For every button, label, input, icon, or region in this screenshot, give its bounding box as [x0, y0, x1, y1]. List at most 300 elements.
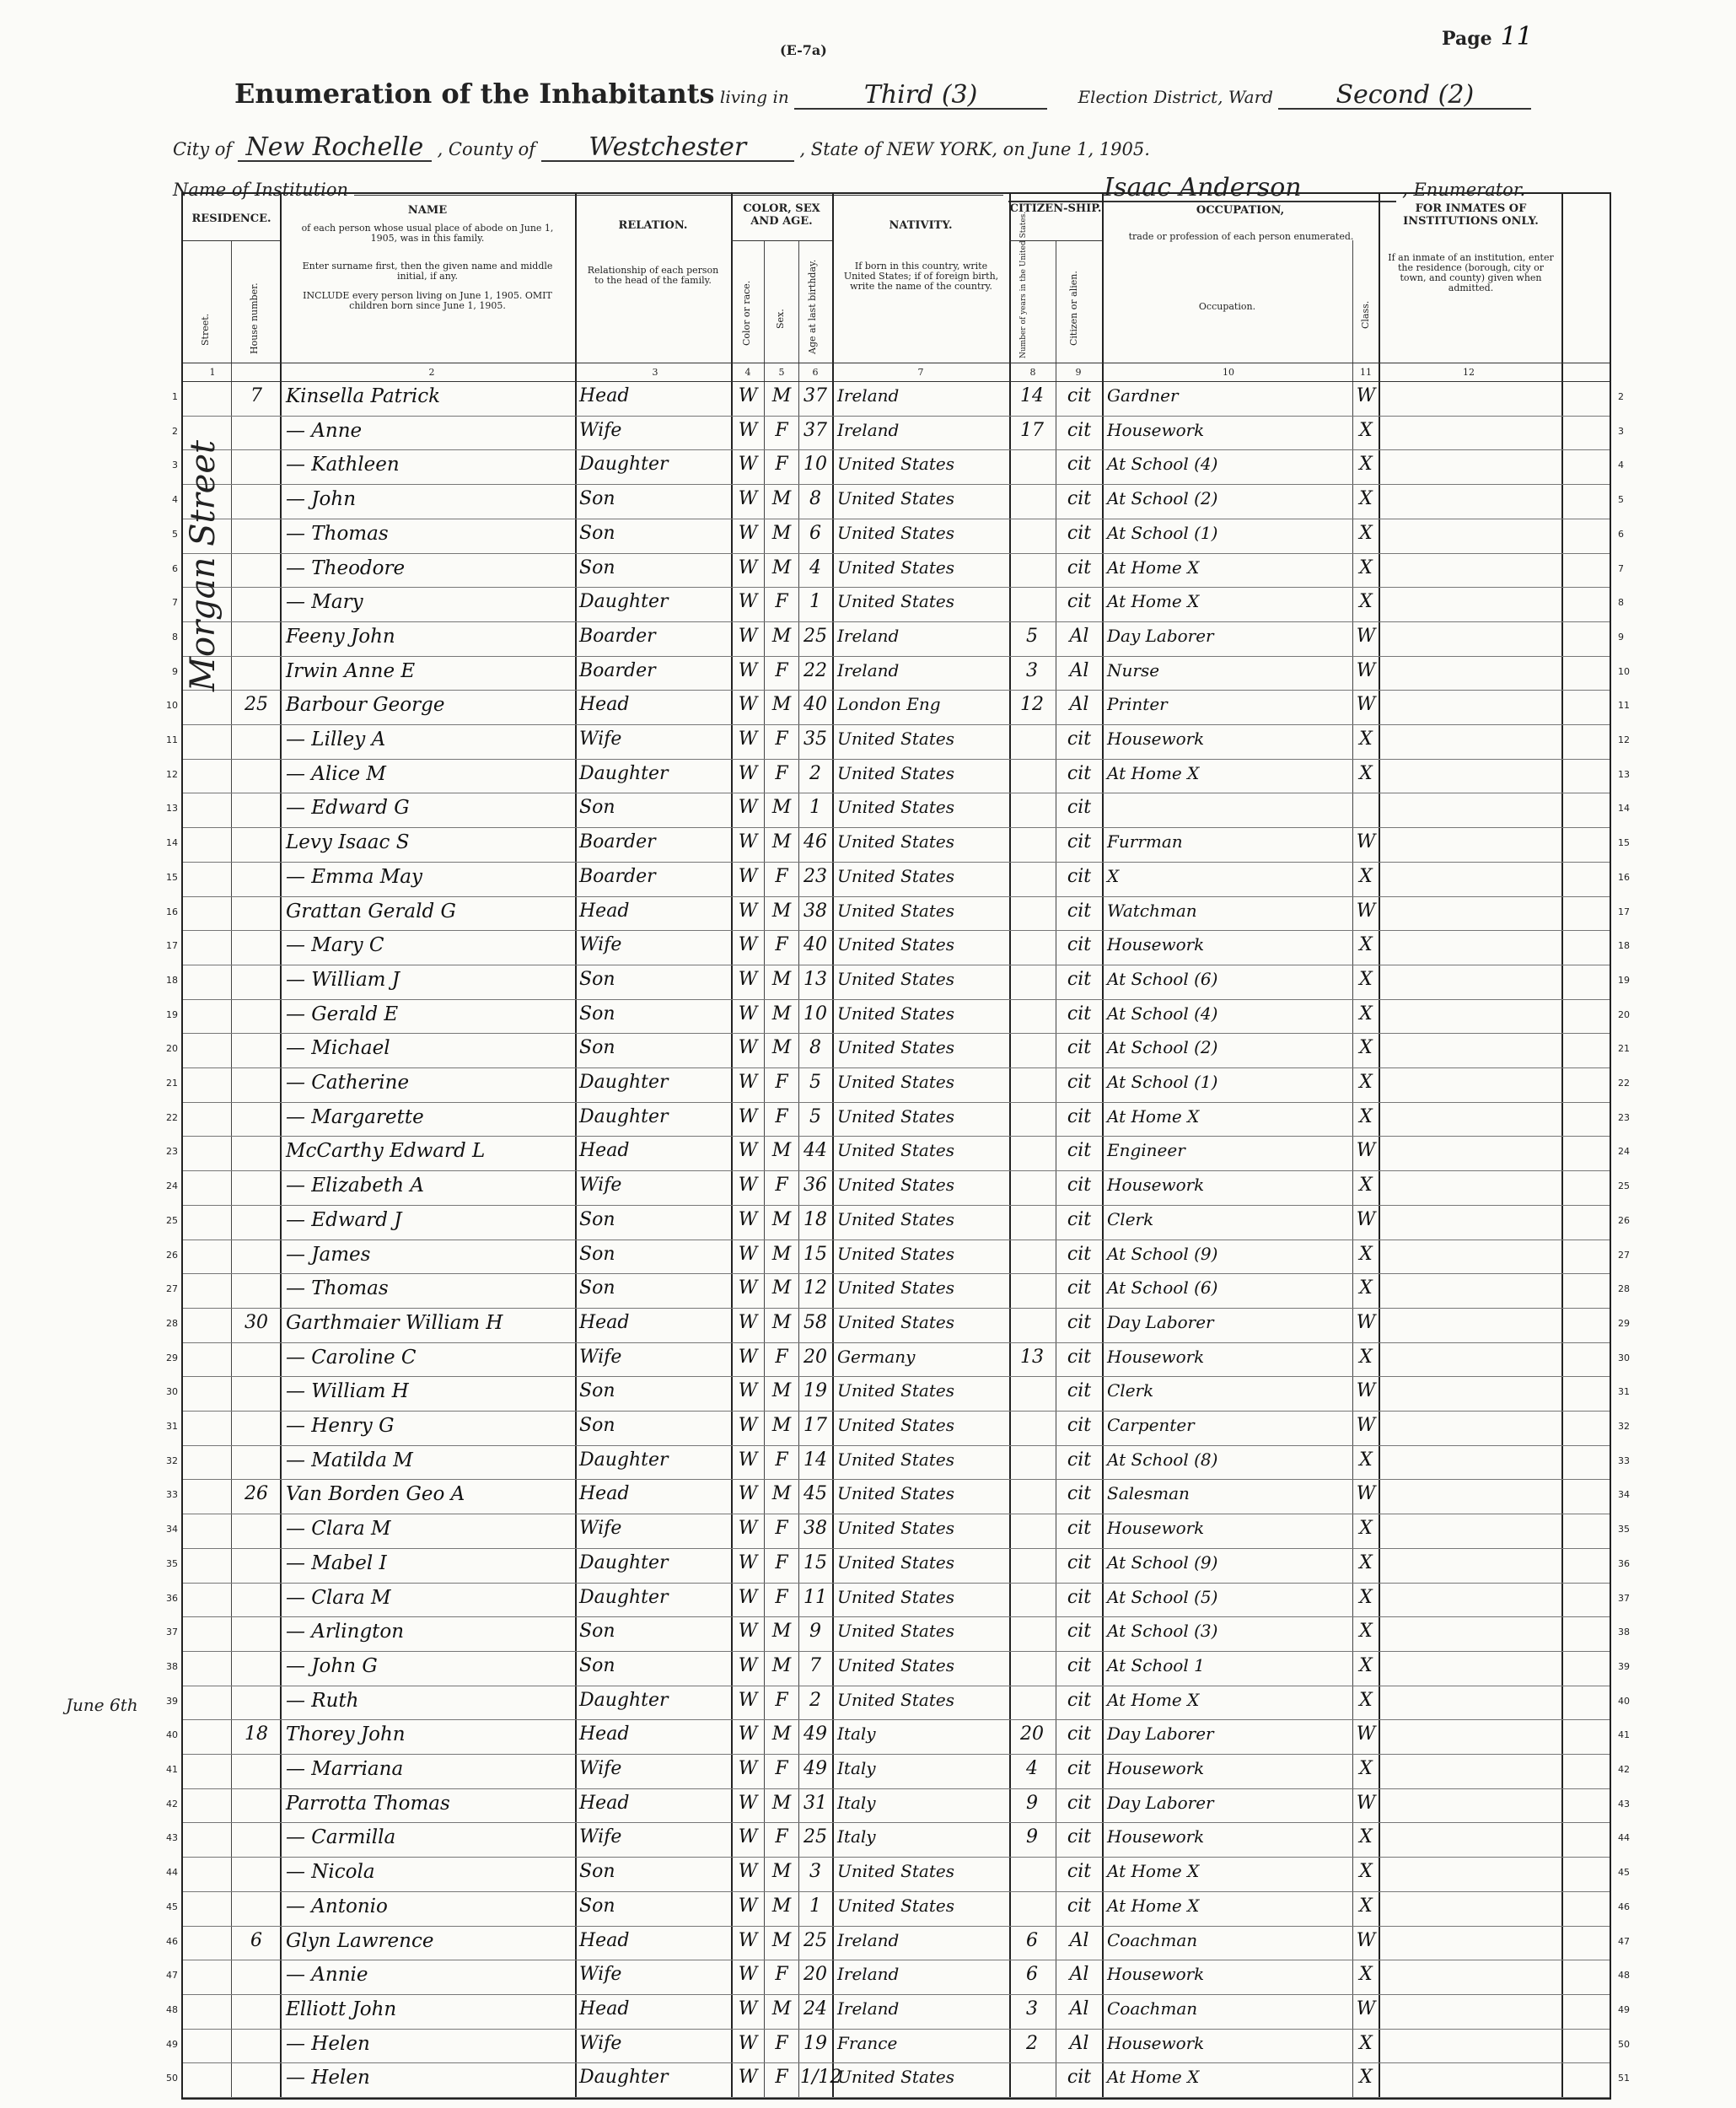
- cell-age: 15: [804, 1551, 827, 1573]
- cell-occ: At School (4): [1107, 1003, 1218, 1024]
- cell-name: Irwin Anne E: [286, 659, 416, 682]
- row-rule: [183, 1342, 1610, 1343]
- cell-cls: X: [1359, 1861, 1373, 1883]
- cell-occ: Day Laborer: [1107, 1792, 1214, 1813]
- cell-cit: cit: [1067, 1724, 1092, 1745]
- cell-age: 3: [809, 1861, 821, 1883]
- cell-rel: Wife: [579, 1826, 622, 1848]
- cell-nat: United States: [837, 1689, 954, 1710]
- row-number-right: 22: [1618, 1078, 1630, 1089]
- cell-age: 9: [809, 1621, 821, 1643]
- relation-header: RELATION.: [618, 219, 688, 232]
- cell-rel: Daughter: [579, 1551, 669, 1573]
- row-number: 41: [166, 1764, 178, 1775]
- row-number: 50: [166, 2073, 178, 2084]
- row-rule: [183, 1205, 1610, 1206]
- cell-age: 38: [804, 900, 827, 922]
- row-rule: [183, 1170, 1610, 1171]
- cell-rel: Wife: [579, 1758, 622, 1779]
- row-number-right: 5: [1618, 494, 1624, 506]
- cell-cls: X: [1359, 865, 1373, 887]
- row-number: 35: [166, 1557, 178, 1569]
- row-number: 42: [166, 1798, 178, 1810]
- row-rule: [183, 1994, 1610, 1995]
- cell-nat: Ireland: [837, 625, 900, 646]
- cell-name: — Theodore: [286, 557, 406, 579]
- cell-sex: F: [775, 1586, 788, 1608]
- cell-rel: Son: [579, 1621, 615, 1643]
- cell-age: 17: [804, 1415, 827, 1436]
- cell-sex: M: [771, 1003, 792, 1024]
- cell-cit: cit: [1067, 1208, 1092, 1230]
- row-number: 1: [172, 391, 178, 402]
- cell-age: 36: [804, 1175, 827, 1197]
- cell-cit: cit: [1067, 385, 1092, 406]
- cell-color: W: [738, 1105, 758, 1127]
- cell-occ: At Home X: [1107, 1689, 1200, 1710]
- cell-sex: M: [771, 1208, 792, 1230]
- cell-age: 14: [804, 1449, 827, 1471]
- cell-name: — James: [286, 1243, 371, 1266]
- row-number-right: 33: [1618, 1455, 1630, 1466]
- cell-name: — Marriana: [286, 1758, 404, 1780]
- cell-sex: M: [771, 1311, 792, 1333]
- title-line: [234, 78, 1634, 111]
- row-rule: [183, 1308, 1610, 1309]
- cell-yrs: 5: [1026, 625, 1038, 647]
- cell-cls: X: [1359, 1449, 1373, 1471]
- col-number: 2: [428, 367, 435, 378]
- cell-age: 49: [804, 1724, 827, 1745]
- cell-rel: Son: [579, 1415, 615, 1436]
- cell-sex: F: [775, 1964, 788, 1986]
- cell-rel: Daughter: [579, 1689, 669, 1711]
- row-number-right: 46: [1618, 1901, 1630, 1912]
- cell-color: W: [738, 1072, 758, 1093]
- nativity-header: NATIVITY.: [889, 219, 953, 232]
- row-number-right: 12: [1618, 734, 1630, 745]
- cell-occ: At School (9): [1107, 1551, 1218, 1573]
- row-number-right: 47: [1618, 1935, 1630, 1947]
- cell-rel: Boarder: [579, 625, 656, 647]
- cell-cit: cit: [1067, 1792, 1092, 1814]
- cell-color: W: [738, 762, 758, 784]
- cell-age: 12: [804, 1277, 827, 1299]
- row-number-right: 45: [1618, 1867, 1630, 1879]
- cell-cit: cit: [1067, 1037, 1092, 1059]
- cell-sex: M: [771, 968, 792, 990]
- cell-occ: At Home X: [1107, 557, 1200, 578]
- cell-name: — Mary: [286, 591, 363, 614]
- cell-cls: X: [1359, 1895, 1373, 1917]
- cell-cit: cit: [1067, 1861, 1092, 1883]
- cell-name: — Anne: [286, 419, 363, 442]
- row-rule: [183, 1445, 1610, 1446]
- cell-occ: Engineer: [1107, 1140, 1185, 1161]
- cell-color: W: [738, 797, 758, 819]
- row-number: 44: [166, 1867, 178, 1879]
- cell-yrs: 17: [1020, 419, 1044, 441]
- row-number: 27: [166, 1283, 178, 1295]
- row-number-right: 28: [1618, 1283, 1630, 1295]
- row-number-right: 4: [1618, 460, 1624, 471]
- row-rule: [183, 1616, 1610, 1617]
- row-number-right: 25: [1618, 1180, 1630, 1192]
- cell-age: 37: [804, 419, 827, 441]
- cell-occ: Day Laborer: [1107, 1311, 1214, 1332]
- cell-cls: X: [1359, 1654, 1373, 1676]
- row-number-right: 51: [1618, 2073, 1630, 2084]
- cell-cit: cit: [1067, 1415, 1092, 1436]
- row-number: 25: [166, 1214, 178, 1226]
- census-table: [166, 192, 1630, 2100]
- cell-cls: X: [1359, 729, 1373, 750]
- cell-nat: United States: [837, 557, 954, 578]
- cell-age: 46: [804, 831, 827, 853]
- class-header: Class.: [1360, 300, 1371, 329]
- cell-rel: Wife: [579, 2032, 622, 2054]
- cell-cit: cit: [1067, 729, 1092, 750]
- cell-color: W: [738, 454, 758, 476]
- cell-occ: At Home X: [1107, 1861, 1200, 1882]
- row-rule: [183, 1067, 1610, 1068]
- row-number: 48: [166, 2003, 178, 2015]
- cell-age: 40: [804, 694, 827, 716]
- cell-cit: cit: [1067, 1105, 1092, 1127]
- cell-color: W: [738, 1208, 758, 1230]
- cell-rel: Wife: [579, 934, 622, 956]
- form-code: (E-7a): [780, 42, 827, 58]
- cell-color: W: [738, 694, 758, 716]
- cell-occ: Housework: [1107, 729, 1205, 749]
- street-header: Street.: [200, 313, 211, 346]
- cell-nat: Ireland: [837, 1929, 900, 1950]
- cell-name: — Thomas: [286, 522, 389, 545]
- cell-house: 25: [245, 694, 268, 716]
- cell-sex: M: [771, 694, 792, 716]
- row-number: 26: [166, 1249, 178, 1261]
- cell-occ: Coachman: [1107, 1998, 1198, 2019]
- cell-color: W: [738, 1551, 758, 1573]
- cell-age: 15: [804, 1243, 827, 1265]
- cell-name: — Thomas: [286, 1277, 389, 1300]
- cell-cls: W: [1356, 1792, 1376, 1814]
- cell-sex: M: [771, 1724, 792, 1745]
- cell-sex: M: [771, 1140, 792, 1162]
- election-label: Election District, Ward: [1078, 87, 1273, 107]
- row-rule: [183, 484, 1610, 485]
- cell-sex: F: [775, 865, 788, 887]
- cell-occ: Housework: [1107, 1346, 1205, 1367]
- cell-rel: Wife: [579, 419, 622, 441]
- cell-name: — Kathleen: [286, 454, 400, 476]
- cell-nat: United States: [837, 1621, 954, 1642]
- cell-rel: Head: [579, 1483, 630, 1505]
- cell-cit: cit: [1067, 1140, 1092, 1162]
- cell-occ: Printer: [1107, 694, 1168, 715]
- cell-name: — Alice M: [286, 762, 386, 785]
- row-number: 47: [166, 1970, 178, 1982]
- cell-sex: M: [771, 1792, 792, 1814]
- cell-age: 25: [804, 625, 827, 647]
- cell-cls: W: [1356, 1998, 1376, 2019]
- cell-color: W: [738, 1175, 758, 1197]
- cell-occ: At Home X: [1107, 591, 1200, 612]
- cell-occ: Housework: [1107, 1758, 1205, 1778]
- cell-cit: cit: [1067, 1449, 1092, 1471]
- cell-rel: Daughter: [579, 762, 669, 784]
- cell-rel: Son: [579, 1895, 615, 1917]
- cell-name: — Henry G: [286, 1415, 395, 1437]
- cell-name: — Clara M: [286, 1518, 391, 1541]
- cell-color: W: [738, 2067, 758, 2089]
- cell-cit: cit: [1067, 1311, 1092, 1333]
- row-number: 46: [166, 1935, 178, 1947]
- cell-age: 5: [809, 1105, 821, 1127]
- cell-color: W: [738, 1895, 758, 1917]
- age-header: Age at last birthday.: [807, 259, 818, 354]
- cell-cls: W: [1356, 1140, 1376, 1162]
- cell-occ: Day Laborer: [1107, 625, 1214, 646]
- cell-cls: W: [1356, 900, 1376, 922]
- cell-color: W: [738, 968, 758, 990]
- form-title: Enumeration of the Inhabitants: [234, 78, 715, 110]
- cell-name: — Catherine: [286, 1072, 410, 1094]
- cell-name: Thorey John: [286, 1724, 406, 1746]
- cell-rel: Head: [579, 1724, 630, 1745]
- cell-cls: X: [1359, 1964, 1373, 1986]
- row-number: 11: [166, 734, 178, 745]
- cell-cls: X: [1359, 557, 1373, 578]
- row-number: 12: [166, 768, 178, 780]
- row-number-right: 8: [1618, 597, 1624, 609]
- cell-occ: At School (3): [1107, 1621, 1218, 1642]
- cell-cls: W: [1356, 1724, 1376, 1745]
- row-rule: [183, 1479, 1610, 1480]
- cell-cls: X: [1359, 2067, 1373, 2089]
- cell-cit: cit: [1067, 1483, 1092, 1505]
- row-rule: [183, 1411, 1610, 1412]
- cell-house: 7: [250, 385, 262, 406]
- row-rule: [183, 999, 1610, 1000]
- cell-color: W: [738, 1277, 758, 1299]
- row-number: 24: [166, 1180, 178, 1192]
- cell-color: W: [738, 1243, 758, 1265]
- cell-occ: Housework: [1107, 1518, 1205, 1539]
- cell-name: — Clara M: [286, 1586, 391, 1609]
- cell-sex: M: [771, 1654, 792, 1676]
- cell-cls: X: [1359, 934, 1373, 956]
- cell-name: — Mabel I: [286, 1551, 387, 1574]
- cell-sex: M: [771, 1380, 792, 1402]
- cell-occ: Furrman: [1107, 831, 1183, 852]
- cell-house: 26: [245, 1483, 268, 1505]
- col-number: 9: [1075, 367, 1082, 378]
- cell-nat: United States: [837, 1415, 954, 1435]
- cell-color: W: [738, 488, 758, 510]
- cell-occ: Salesman: [1107, 1483, 1190, 1504]
- cell-rel: Daughter: [579, 1105, 669, 1127]
- row-number: 19: [166, 1008, 178, 1020]
- cell-color: W: [738, 1483, 758, 1505]
- cell-yrs: 12: [1020, 694, 1044, 716]
- cell-nat: United States: [837, 2067, 954, 2088]
- cell-age: 8: [809, 1037, 821, 1059]
- cell-occ: At Home X: [1107, 2067, 1200, 2088]
- cell-nat: United States: [837, 1003, 954, 1024]
- cell-cit: Al: [1069, 694, 1089, 716]
- cell-color: W: [738, 1140, 758, 1162]
- cell-sex: M: [771, 1243, 792, 1265]
- cell-cls: W: [1356, 694, 1376, 716]
- cell-cls: X: [1359, 522, 1373, 544]
- cell-age: 23: [804, 865, 827, 887]
- cell-name: — Gerald E: [286, 1003, 399, 1025]
- cell-cit: cit: [1067, 557, 1092, 578]
- cell-color: W: [738, 1826, 758, 1848]
- row-number: 30: [166, 1386, 178, 1398]
- row-rule: [183, 1822, 1610, 1823]
- cell-nat: United States: [837, 1037, 954, 1058]
- cell-nat: London Eng: [837, 694, 941, 715]
- row-rule: [183, 1136, 1610, 1137]
- cell-cit: cit: [1067, 1243, 1092, 1265]
- row-rule: [183, 1273, 1610, 1274]
- row-rule: [183, 449, 1610, 450]
- row-rule: [183, 1719, 1610, 1720]
- cell-nat: United States: [837, 488, 954, 509]
- cell-cls: X: [1359, 1003, 1373, 1024]
- row-rule: [183, 1583, 1610, 1584]
- cell-sex: F: [775, 419, 788, 441]
- row-number-right: 10: [1618, 665, 1630, 677]
- cell-cit: cit: [1067, 1895, 1092, 1917]
- cell-cit: Al: [1069, 1929, 1089, 1951]
- cell-cit: cit: [1067, 762, 1092, 784]
- row-number: 17: [166, 940, 178, 952]
- cell-sex: F: [775, 1072, 788, 1093]
- cell-nat: United States: [837, 1311, 954, 1332]
- cell-age: 2: [809, 1689, 821, 1711]
- cell-occ: Coachman: [1107, 1929, 1198, 1950]
- cell-nat: United States: [837, 1449, 954, 1470]
- cell-cls: X: [1359, 1072, 1373, 1093]
- row-number-right: 16: [1618, 871, 1630, 883]
- cell-color: W: [738, 729, 758, 750]
- cell-age: 45: [804, 1483, 827, 1505]
- cell-color: W: [738, 1037, 758, 1059]
- row-number: 15: [166, 871, 178, 883]
- inmates-header: FOR INMATES OF INSTITUTIONS ONLY.: [1403, 202, 1539, 228]
- cell-sex: F: [775, 2032, 788, 2054]
- col-number: 7: [917, 367, 924, 378]
- cell-yrs: 20: [1020, 1724, 1044, 1745]
- cell-color: W: [738, 1346, 758, 1368]
- cell-rel: Daughter: [579, 454, 669, 476]
- cell-name: — Arlington: [286, 1621, 405, 1643]
- street-name: Morgan Street: [184, 439, 223, 691]
- cell-sex: M: [771, 385, 792, 406]
- relation-subheader: Relationship of each person to the head of the family.: [587, 265, 719, 286]
- cell-color: W: [738, 591, 758, 613]
- row-rule: [183, 1788, 1610, 1789]
- cell-name: — Mary C: [286, 934, 384, 957]
- cell-cls: X: [1359, 454, 1373, 476]
- cell-name: Garthmaier William H: [286, 1311, 503, 1334]
- cell-color: W: [738, 1621, 758, 1643]
- enumerator-value: Isaac Anderson: [1008, 175, 1396, 202]
- row-number: 38: [166, 1660, 178, 1672]
- row-number: 43: [166, 1832, 178, 1844]
- cell-rel: Head: [579, 1140, 630, 1162]
- row-number: 20: [166, 1043, 178, 1055]
- cell-color: W: [738, 625, 758, 647]
- cell-color: W: [738, 1003, 758, 1024]
- cell-age: 25: [804, 1826, 827, 1848]
- row-number-right: 17: [1618, 906, 1630, 917]
- cell-cls: X: [1359, 1758, 1373, 1779]
- cell-sex: M: [771, 1483, 792, 1505]
- row-number: 4: [172, 494, 178, 506]
- cell-name: — Elizabeth A: [286, 1175, 424, 1197]
- cell-nat: United States: [837, 900, 954, 921]
- name-subheader-3: INCLUDE every person living on June 1, 1905. OMIT children born since June 1, 1905.: [303, 290, 552, 311]
- cell-sex: M: [771, 1861, 792, 1883]
- cell-cit: cit: [1067, 1277, 1092, 1299]
- occupation-header: OCCUPATION,: [1196, 204, 1285, 217]
- row-number: 32: [166, 1455, 178, 1466]
- cell-occ: Nurse: [1107, 659, 1160, 680]
- cell-cls: X: [1359, 1277, 1373, 1299]
- cell-rel: Head: [579, 385, 630, 406]
- row-number-right: 11: [1618, 700, 1630, 712]
- row-number: 18: [166, 974, 178, 986]
- cell-nat: United States: [837, 968, 954, 989]
- cell-color: W: [738, 1792, 758, 1814]
- cell-cls: X: [1359, 1586, 1373, 1608]
- cell-sex: F: [775, 1551, 788, 1573]
- cell-cit: Al: [1069, 2032, 1089, 2054]
- cell-rel: Son: [579, 1037, 615, 1059]
- cell-rel: Daughter: [579, 1586, 669, 1608]
- cell-yrs: 9: [1026, 1792, 1038, 1814]
- cell-age: 5: [809, 1072, 821, 1093]
- row-number-right: 39: [1618, 1660, 1630, 1672]
- row-number-right: 49: [1618, 2003, 1630, 2015]
- cell-cit: cit: [1067, 419, 1092, 441]
- cell-nat: France: [837, 2032, 898, 2053]
- row-number-right: 21: [1618, 1043, 1630, 1055]
- cell-rel: Head: [579, 900, 630, 922]
- cell-sex: M: [771, 1415, 792, 1436]
- cell-name: Kinsella Patrick: [286, 385, 441, 407]
- cell-occ: Housework: [1107, 1175, 1205, 1196]
- cell-occ: At School (2): [1107, 1037, 1218, 1058]
- cell-nat: United States: [837, 1072, 954, 1092]
- row-number: 2: [172, 425, 178, 437]
- cell-cit: cit: [1067, 1826, 1092, 1848]
- cell-nat: Italy: [837, 1758, 876, 1778]
- cell-nat: United States: [837, 865, 954, 886]
- cell-sex: F: [775, 454, 788, 476]
- cell-occ: At School (6): [1107, 1277, 1218, 1299]
- cell-sex: F: [775, 1689, 788, 1711]
- cell-age: 1: [809, 591, 821, 613]
- row-rule: [183, 827, 1610, 828]
- row-rule: [183, 1754, 1610, 1755]
- cell-color: W: [738, 1518, 758, 1540]
- cell-name: — William H: [286, 1380, 409, 1403]
